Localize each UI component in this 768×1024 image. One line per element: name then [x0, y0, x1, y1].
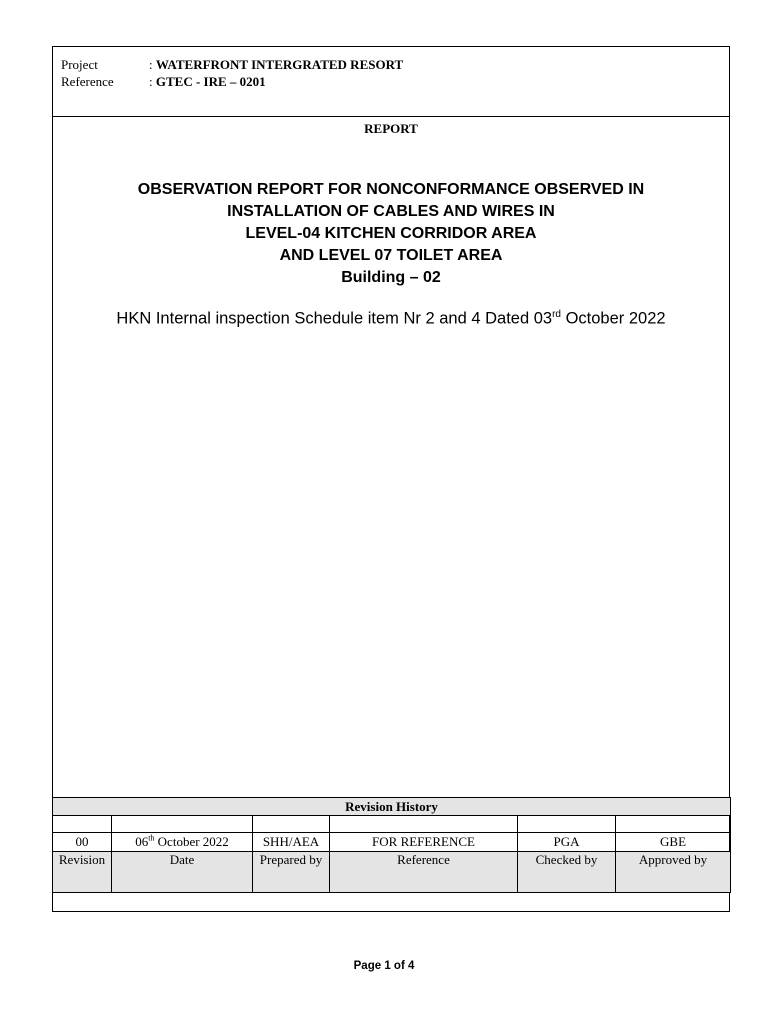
page-number: Page 1 of 4: [353, 960, 415, 972]
revision-history-table: [52, 797, 731, 893]
checked-by-value: PGA: [518, 833, 616, 852]
document-frame: [52, 46, 730, 912]
prepared-by-value: SHH/AEA: [253, 833, 330, 852]
reference-value: FOR REFERENCE: [330, 833, 518, 852]
revision-history-title-row: [53, 798, 731, 816]
prepared-by-label: Prepared by: [253, 852, 330, 893]
title-line: AND LEVEL 07 TOILET AREA: [279, 247, 503, 264]
document-header: [53, 47, 729, 117]
approved-by-value: GBE: [616, 833, 731, 852]
reference-label: Reference: [330, 852, 518, 893]
title-line: OBSERVATION REPORT FOR NONCONFORMANCE OBSERVED IN: [137, 181, 645, 198]
revision-history-title: Revision History: [53, 798, 731, 816]
date-label: Date: [112, 852, 253, 893]
project-label: Project: [61, 57, 98, 72]
revision-label: Revision: [53, 852, 112, 893]
date-value: 06th October 2022: [112, 833, 253, 852]
approved-by-label: Approved by: [616, 852, 731, 893]
reference-value: : GTEC - IRE – 0201: [149, 74, 266, 89]
title-line: INSTALLATION OF CABLES AND WIRES IN: [227, 203, 555, 220]
report-title: [53, 179, 729, 289]
project-value: : WATERFRONT INTERGRATED RESORT: [149, 57, 404, 72]
table-row: [53, 816, 731, 833]
reference-label: Reference: [61, 74, 114, 89]
inspection-subtitle: HKN Internal inspection Schedule item Nr 2 and 4 Dated 03rd October 2022: [116, 309, 666, 328]
report-heading: REPORT: [364, 121, 418, 136]
title-line: Building – 02: [341, 269, 441, 286]
table-header-row: [53, 852, 731, 893]
table-row: [53, 833, 731, 852]
revision-value: 00: [53, 833, 112, 852]
checked-by-label: Checked by: [518, 852, 616, 893]
title-line: LEVEL-04 KITCHEN CORRIDOR AREA: [245, 225, 537, 242]
